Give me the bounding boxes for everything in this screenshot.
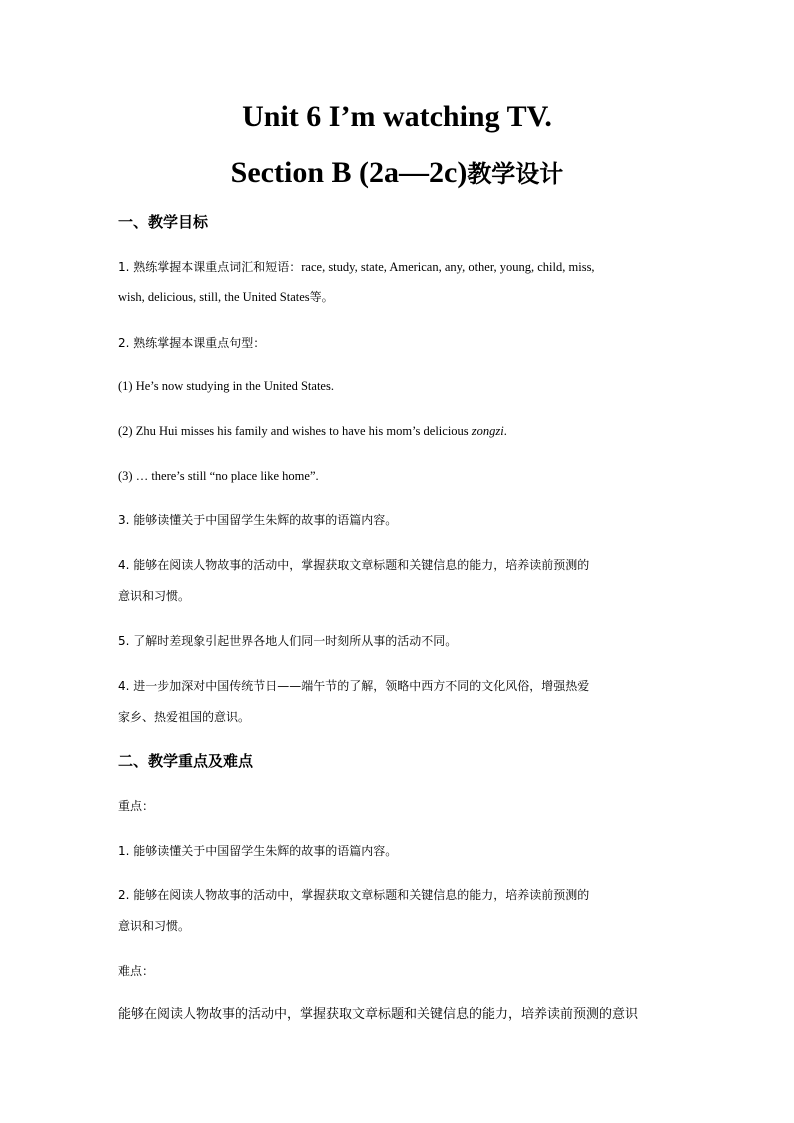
objective-item-6-continued: 家乡、热爱祖国的意识。 [118, 710, 251, 724]
key-sentence-1: (1) He’s now studying in the United States. [118, 379, 334, 393]
section-heading-key-points: 二、教学重点及难点 [118, 752, 254, 770]
objective-item-6: 4. 进一步加深对中国传统节日——端午节的了解，领略中西方不同的文化风俗，增强热爱 [118, 679, 590, 693]
objective-item-5: 5. 了解时差现象引起世界各地人们同一时刻所从事的活动不同。 [118, 634, 458, 648]
key-points-label: 重点： [118, 799, 155, 813]
document-title [0, 99, 794, 135]
objective-item-1 [118, 258, 688, 276]
key-sentence-2 [118, 422, 688, 440]
objective-item-4: 4. 能够在阅读人物故事的活动中，掌握获取文章标题和关键信息的能力，培养读前预测的 [118, 558, 590, 572]
objective-item-1-continued [118, 288, 688, 306]
key-point-1: 1. 能够读懂关于中国留学生朱辉的故事的语篇内容。 [118, 844, 398, 858]
subtitle-chinese: 教学设计 [467, 160, 564, 188]
document-subtitle [0, 155, 794, 192]
objective-item-1-en: race, study, state, American, any, other, young, child, miss, [301, 260, 595, 274]
objective-item-4-continued: 意识和习惯。 [118, 589, 191, 603]
key-sentence-3: (3) … there’s still “no place like home”. [118, 469, 319, 483]
difficulty-text: 能够在阅读人物故事的活动中，掌握获取文章标题和关键信息的能力，培养读前预测的意识 [118, 1007, 639, 1022]
objective-item-1-line2-cn: 等。 [309, 290, 334, 304]
key-point-2: 2. 能够在阅读人物故事的活动中，掌握获取文章标题和关键信息的能力，培养读前预测的 [118, 888, 590, 902]
objective-item-2: 2. 熟练掌握本课重点句型： [118, 336, 266, 350]
key-sentence-2-italic: zongzi [471, 424, 504, 438]
key-sentence-2-end: . [503, 424, 507, 438]
section-heading-objectives: 一、教学目标 [118, 213, 209, 231]
objective-item-1-line2-en: wish, delicious, still, the United States [118, 290, 310, 304]
title-line-1: Unit 6 I’m watching TV. [242, 100, 552, 133]
difficulty-label: 难点： [118, 964, 155, 978]
objective-item-3: 3. 能够读懂关于中国留学生朱辉的故事的语篇内容。 [118, 513, 398, 527]
subtitle-english: Section B (2a—2c) [230, 156, 468, 189]
objective-item-1-cn: 1. 熟练掌握本课重点词汇和短语： [118, 260, 302, 274]
key-sentence-2-text: (2) Zhu Hui misses his family and wishes to have his mom’s delicious [118, 424, 472, 438]
key-point-2-continued: 意识和习惯。 [118, 919, 191, 933]
